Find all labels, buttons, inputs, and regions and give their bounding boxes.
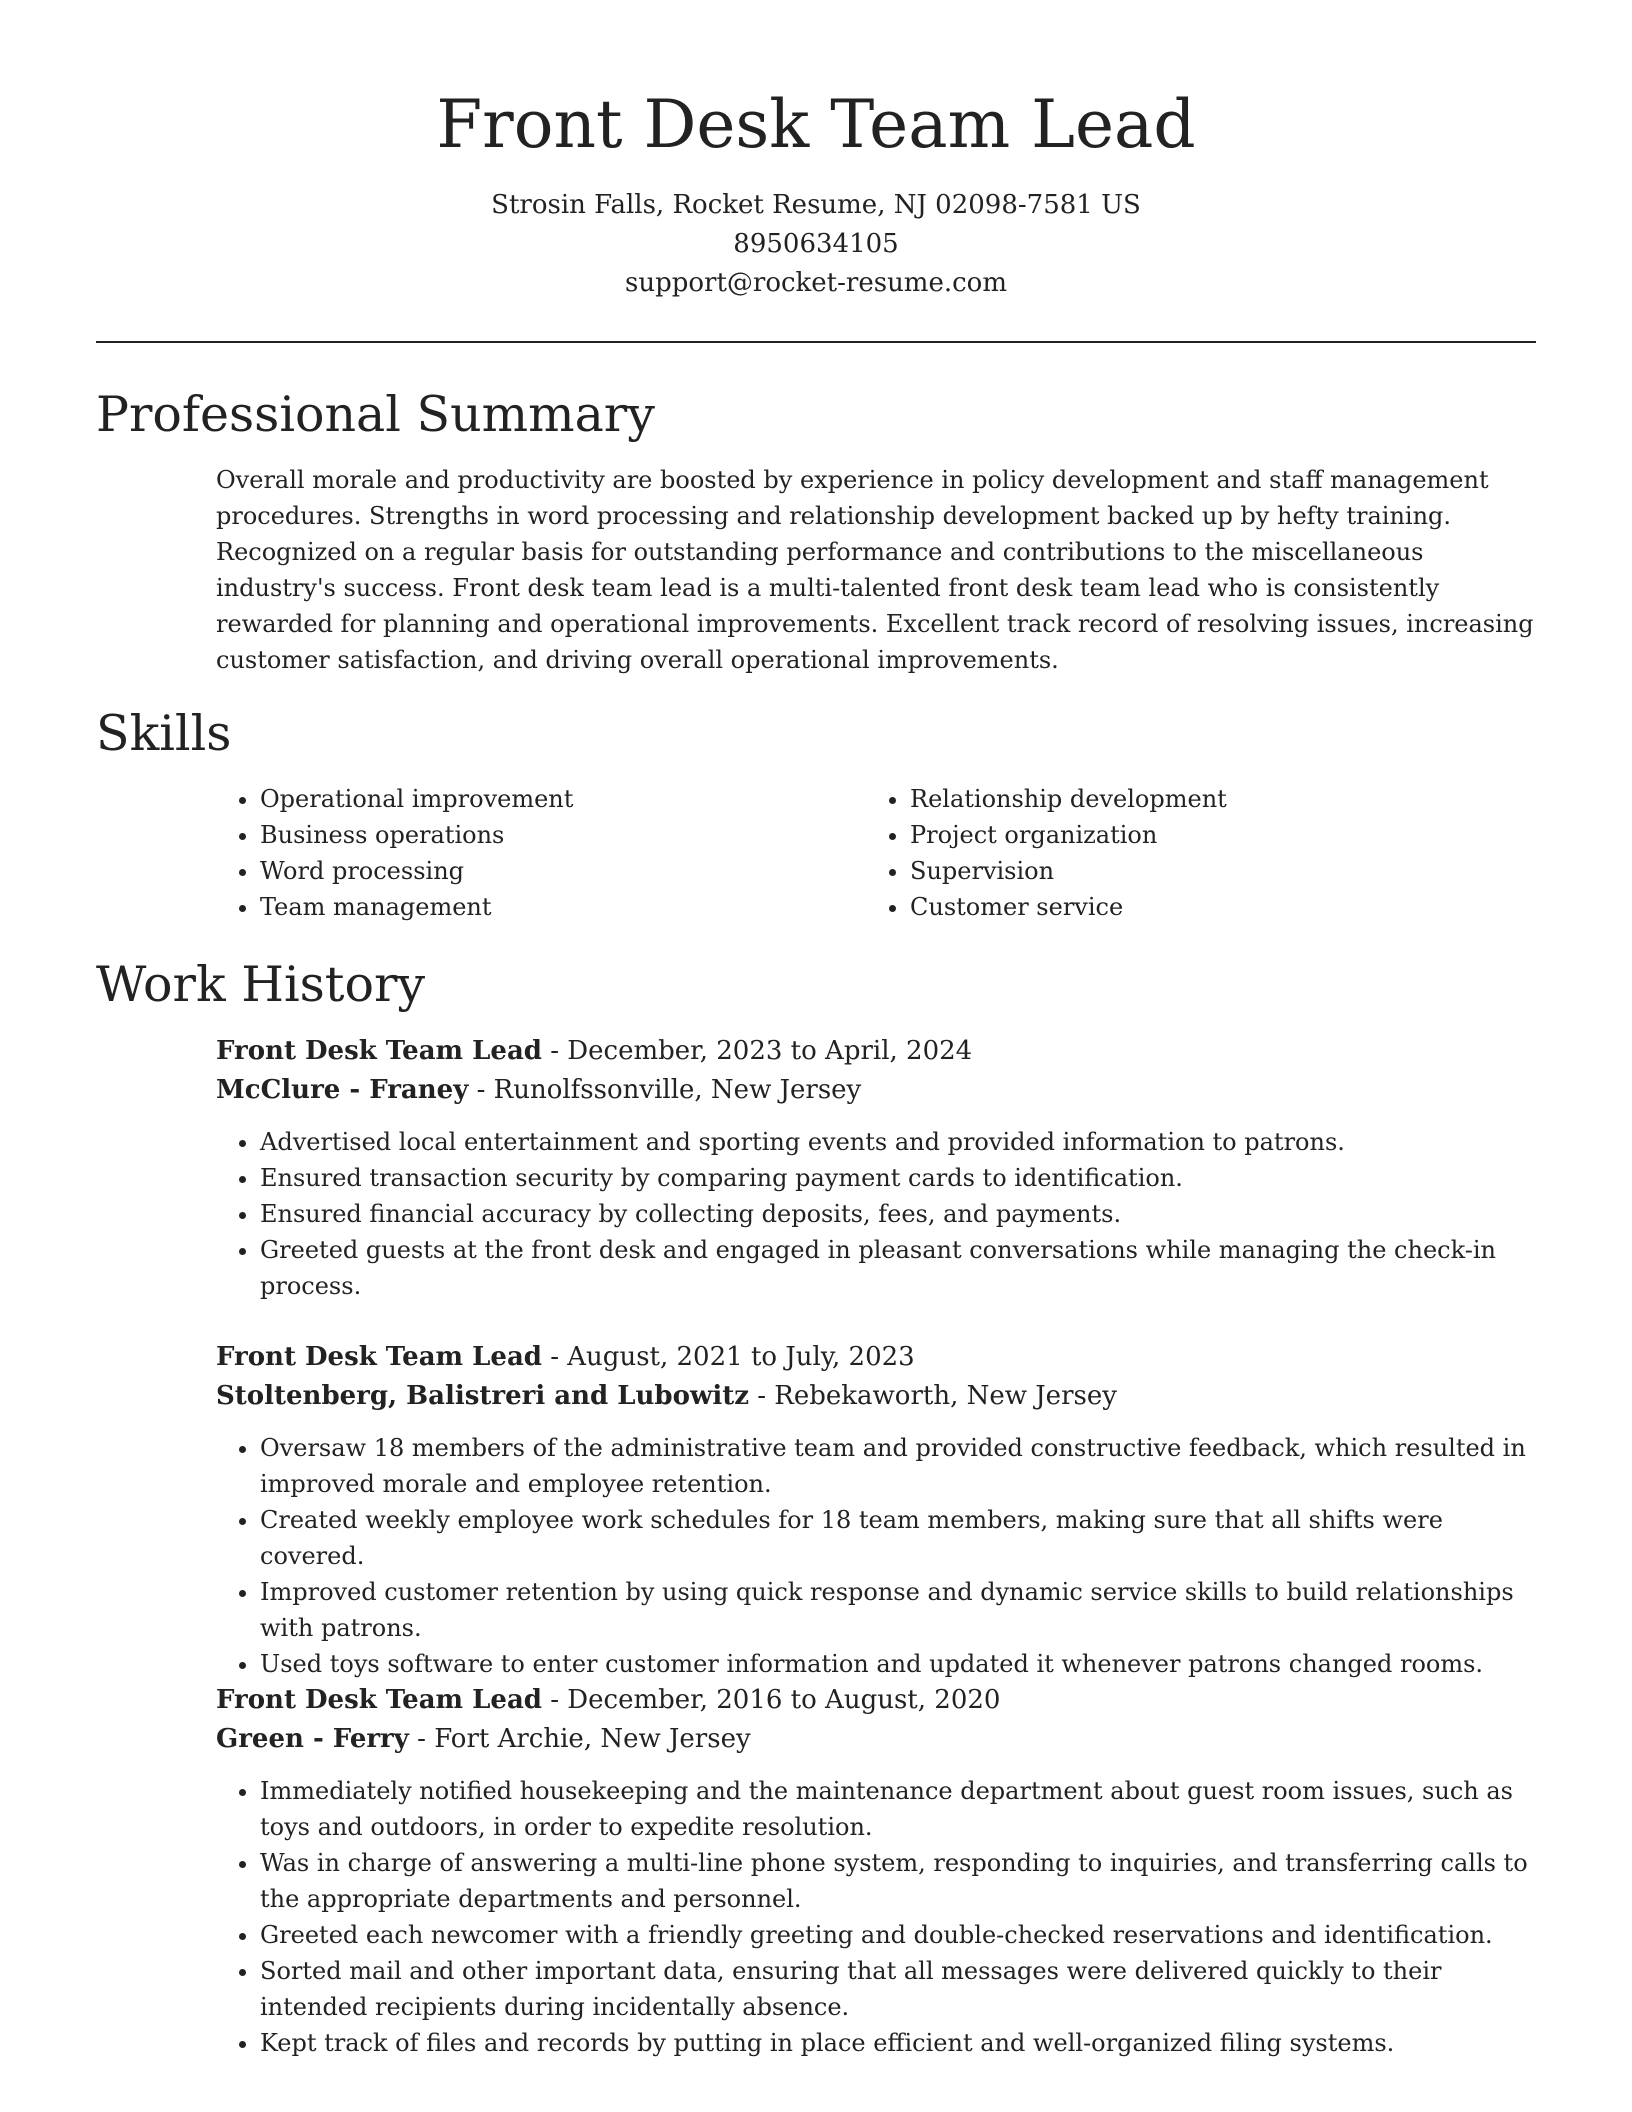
skill-item: • Relationship development [910,781,1516,817]
duty-item: • Greeted each newcomer with a friendly greeting and double-checked reservations and identification. [260,1917,1536,1953]
job-company: Green - Ferry [216,1724,409,1754]
job-role: Front Desk Team Lead [216,1036,542,1066]
skill-item: • Customer service [910,889,1516,925]
job-entry [216,1338,1536,1682]
job-role: Front Desk Team Lead [216,1685,542,1715]
job-title-line [216,1681,1536,1720]
job-location: - Runolfssonville, New Jersey [468,1075,862,1105]
duty-item: • Sorted mail and other important data, ensuring that all messages were delivered quickly to their intended recipients during incidentally absence. [260,1953,1536,2025]
contact-info [96,186,1536,303]
skill-item: • Business operations [260,817,866,853]
job-title-line [216,1032,1536,1071]
skills-heading: Skills [96,705,232,762]
address: Strosin Falls, Rocket Resume, NJ 02098-7581 US [491,190,1141,220]
skill-item: • Supervision [910,853,1516,889]
job-location: - Rebekaworth, New Jersey [748,1381,1117,1411]
duty-item: • Created weekly employee work schedules for 18 team members, making sure that all shifts were covered. [260,1502,1536,1574]
duty-item: • Ensured transaction security by comparing payment cards to identification. [260,1160,1536,1196]
job-location: - Fort Archie, New Jersey [408,1724,751,1754]
duty-item: • Oversaw 18 members of the administrative team and provided constructive feedback, which resulted in improved morale and employee retention. [260,1430,1536,1502]
skill-item: • Team management [260,889,866,925]
job-entry [216,1681,1536,2061]
skills-column-right [866,781,1516,925]
duty-item: • Greeted guests at the front desk and engaged in pleasant conversations while managing the check-in process. [260,1232,1536,1304]
resume-header [96,80,1536,303]
job-dates: - August, 2021 to July, 2023 [541,1342,915,1372]
skill-item: • Operational improvement [260,781,866,817]
header-divider [96,341,1536,343]
email: support@rocket-resume.com [624,268,1007,298]
job-company-line [216,1720,1536,1759]
job-company-line [216,1377,1536,1416]
job-dates: - December, 2023 to April, 2024 [541,1036,973,1066]
skills-list [216,781,1536,925]
job-duties [216,1430,1536,1682]
job-company-line [216,1071,1536,1110]
duty-item: • Improved customer retention by using quick response and dynamic service skills to build relationships with patrons. [260,1574,1536,1646]
duty-item: • Kept track of files and records by putting in place efficient and well-organized filing systems. [260,2025,1536,2061]
duty-item: • Was in charge of answering a multi-line phone system, responding to inquiries, and transferring calls to the appropriate departments and personnel. [260,1845,1536,1917]
summary-heading: Professional Summary [96,386,655,443]
job-entry [216,1032,1536,1304]
skill-item: • Word processing [260,853,866,889]
job-duties [216,1124,1536,1304]
duty-item: • Advertised local entertainment and sporting events and provided information to patrons. [260,1124,1536,1160]
duty-item: • Immediately notified housekeeping and the maintenance department about guest room issues, such as toys and outdoors, in order to expedite resolution. [260,1773,1536,1845]
duty-item: • Used toys software to enter customer information and updated it whenever patrons changed rooms. [260,1646,1536,1682]
candidate-name: Front Desk Team Lead [436,86,1196,163]
job-title-line [216,1338,1536,1377]
skill-item: • Project organization [910,817,1516,853]
phone: 8950634105 [733,229,899,259]
job-company: Stoltenberg, Balistreri and Lubowitz [216,1381,749,1411]
job-role: Front Desk Team Lead [216,1342,542,1372]
skills-column-left [216,781,866,925]
job-dates: - December, 2016 to August, 2020 [541,1685,1001,1715]
job-duties [216,1773,1536,2061]
job-company: McClure - Franey [216,1075,469,1105]
summary-text: Overall morale and productivity are boosted by experience in policy development and staff management procedures. Strengths in word processing and relationship development backed up by hefty training. Recognized on a regular basis for outstanding performance and contributions to the miscellaneous industry's success. Front desk team lead is a multi-talented front desk team lead who is consistently rewarded for planning and operational improvements. Excellent track record of resolving issues, increasing customer satisfaction, and driving overall operational improvements. [216,466,1534,674]
duty-item: • Ensured financial accuracy by collecting deposits, fees, and payments. [260,1196,1536,1232]
work-history-heading: Work History [96,956,426,1013]
